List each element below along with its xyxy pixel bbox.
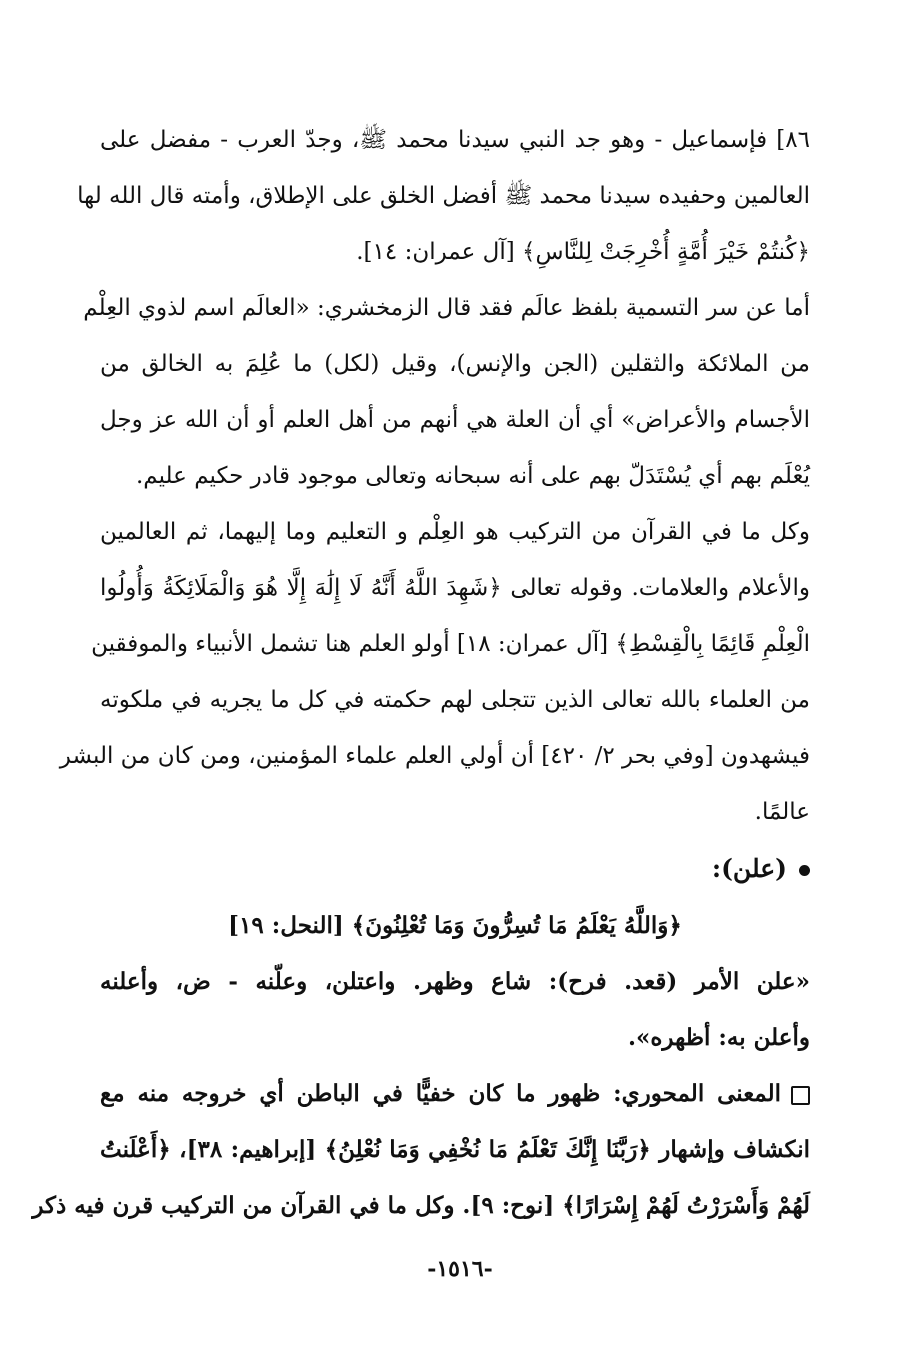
text-line: «علن الأمر (قعد. فرح): شاع وظهر. واعتلن، وعلّنه - ض، وأعلنه bbox=[100, 968, 810, 995]
section-heading-text: (علن): bbox=[711, 854, 787, 883]
text-line: المعنى المحوري: ظهور ما كان خفيًّا في الباطن أي خروجه منه مع bbox=[100, 1080, 781, 1107]
text-line: العالمين وحفيده سيدنا محمد ﷺ أفضل الخلق على الإطلاق، وأمته قال الله لها bbox=[77, 183, 810, 209]
text-line: انكشاف وإشهار ﴿رَبَّنَا إِنَّكَ تَعْلَمُ مَا نُخْفِي وَمَا نُعْلِنُ﴾ [إبراهيم: ٣٨]، ﴿أَعْلَنتُ bbox=[100, 1136, 811, 1163]
text-line: من الملائكة والثقلين (الجن والإنس)، وقيل (لكل) ما عُلِمَ به الخالق من bbox=[100, 351, 810, 377]
core-meaning-first-line bbox=[100, 1066, 810, 1122]
page-number: -١٥١٦- bbox=[427, 1256, 493, 1282]
text-line: ﴿كُنتُمْ خَيْرَ أُمَّةٍ أُخْرِجَتْ لِلنَّاسِ﴾ [آل عمران: ١٤]. bbox=[356, 239, 810, 265]
text-line: وأعلن به: أظهره». bbox=[627, 1024, 810, 1051]
square-icon bbox=[791, 1086, 810, 1105]
dictionary-definition bbox=[100, 954, 810, 1066]
paragraph-quran-usage bbox=[59, 504, 810, 840]
text-line: عالمًا. bbox=[754, 799, 810, 825]
core-meaning bbox=[32, 1066, 811, 1234]
page-body bbox=[32, 112, 811, 1234]
text-line: الأجسام والأعراض» أي أن العلة هي أنهم من أهل العلم أو أن الله عز وجل bbox=[100, 407, 810, 433]
text-line: لَهُمْ وَأَسْرَرْتُ لَهُمْ إِسْرَارًا﴾ [نوح: ٩]. وكل ما في القرآن من التركيب قرن فيه ذكر bbox=[32, 1192, 810, 1219]
text-line: الْعِلْمِ قَائِمًا بِالْقِسْطِ﴾ [آل عمران: ١٨] أولو العلم هنا تشمل الأنبياء والموفقين bbox=[91, 631, 810, 657]
text-line: من العلماء بالله تعالى الذين تتجلى لهم حكمته في كل ما يجريه في ملكوته bbox=[100, 687, 810, 713]
section-heading bbox=[100, 840, 810, 898]
text-line: والأعلام والعلامات. وقوله تعالى ﴿شَهِدَ اللَّهُ أَنَّهُ لَا إِلَٰهَ إِلَّا هُوَ وَالْمَلَائِكَةُ وَأُولُوا bbox=[100, 575, 810, 601]
bullet-icon bbox=[799, 865, 810, 876]
text-line: ٨٦] فإسماعيل - وهو جد النبي سيدنا محمد ﷺ، وجدّ العرب - مفضل على bbox=[100, 127, 810, 153]
paragraph-naming bbox=[83, 280, 810, 504]
text-line: فيشهدون [وفي بحر ٢/ ٤٢٠] أن أولي العلم علماء المؤمنين، ومن كان من البشر bbox=[59, 743, 810, 769]
text-line: وكل ما في القرآن من التركيب هو العِلْم و التعليم وما إليهما، ثم العالمين bbox=[100, 519, 810, 545]
text-line: أما عن سر التسمية بلفظ عالَم فقد قال الزمخشري: «العالَم اسم لذوي العِلْم bbox=[83, 295, 810, 321]
text-line: يُعْلَم بهم أي يُسْتَدَلّ بهم على أنه سبحانه وتعالى موجود قادر حكيم عليم. bbox=[136, 463, 810, 489]
paragraph-ismail bbox=[77, 112, 810, 280]
quran-verse: ﴿وَاللَّهُ يَعْلَمُ مَا تُسِرُّونَ وَمَا تُعْلِنُونَ﴾ [النحل: ١٩] bbox=[228, 912, 682, 939]
